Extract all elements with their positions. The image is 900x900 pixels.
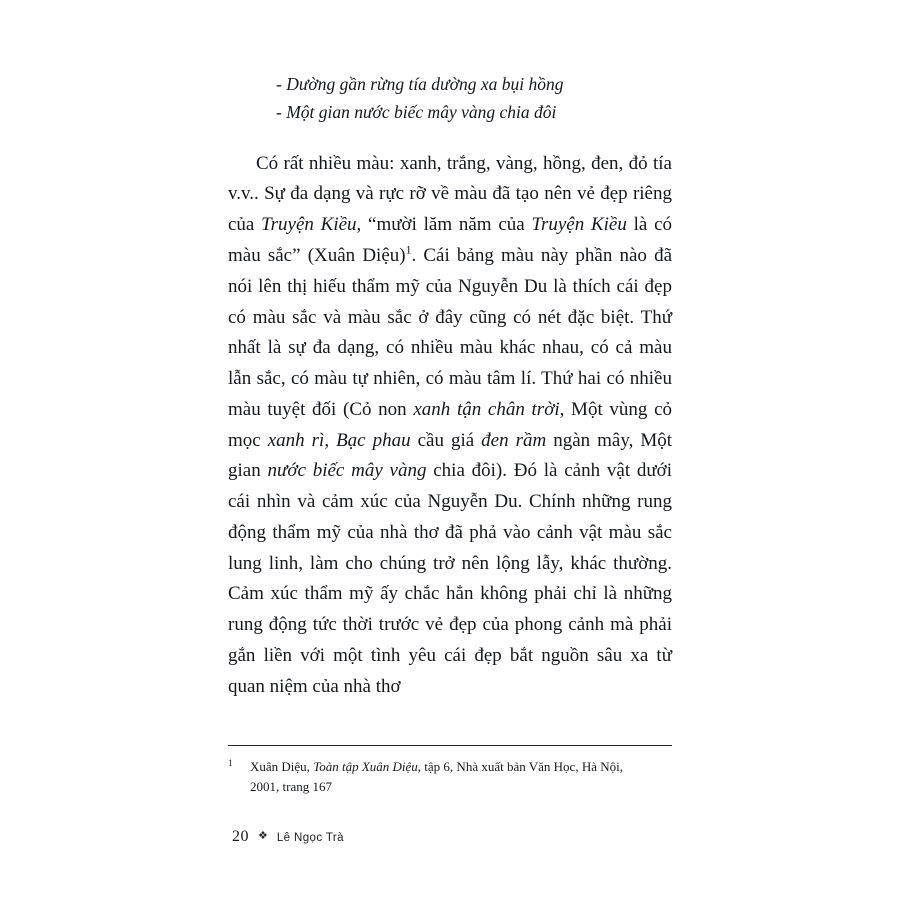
page-number: 20 xyxy=(232,828,249,845)
diamond-ornament-icon: ❖ xyxy=(258,830,268,842)
epigraph-line-1: - Dường gần rừng tía dường xa bụi hồng xyxy=(276,74,564,94)
footnote-marker: 1 xyxy=(228,758,233,769)
body-paragraph: Có rất nhiều màu: xanh, trắng, vàng, hồng, đen, đỏ tía v.v.. Sự đa dạng và rực rỡ về màu đã tạo nên vẻ đẹp riêng của Truyện Kiều, “mười lăm năm của Truyện Kiều là có màu sắc” (Xuân Diệu)$^1$. Cái bảng màu này phần nào đã nói lên thị hiếu thẩm mỹ của Nguyễn Du là thích cái đẹp có màu sắc và màu sắc ở đây cũng có nét đặc biệt. Thứ nhất là sự đa dạng, có nhiều màu khác nhau, có cả màu lẫn sắc, có màu tự nhiên, có màu tâm lí. Thứ hai có nhiều màu tuyệt đối (Cỏ non xanh tận chân trời, Một vùng cỏ mọc xanh rì, Bạc phau cầu giá đen rầm ngàn mây, Một gian nước biếc mây vàng chia đôi). Đó là cảnh vật dưới cái nhìn và cảm xúc của Nguyễn Du. Chính những rung động thẩm mỹ của nhà thơ đã phả vào cảnh vật màu sắc lung linh, làm cho chúng trở nên lộng lẫy, khác thường. Cảm xúc thẩm mỹ ấy chắc hẳn không phải chỉ là những rung động tức thời trước vẻ đẹp của phong cảnh mà phải gắn liền với một tình yêu cái đẹp bắt nguồn sâu xa từ quan niệm của nhà thơ xyxy=(228,152,673,697)
footnote-text-line-1: Xuân Diệu, Toàn tập Xuân Diệu, tập 6, Nhà xuất bản Văn Học, Hà Nội, xyxy=(250,759,623,774)
epigraph-line-2: - Một gian nước biếc mây vàng chia đôi xyxy=(276,102,557,123)
footnote-block xyxy=(228,757,672,797)
running-head-author: Lê Ngọc Trà xyxy=(276,832,344,844)
epigraph-block xyxy=(228,70,672,127)
footnote-text-line-2: 2001, trang 167 xyxy=(250,779,332,795)
page-content xyxy=(228,70,672,721)
footnote-separator xyxy=(228,745,672,746)
page-footer xyxy=(232,828,344,846)
